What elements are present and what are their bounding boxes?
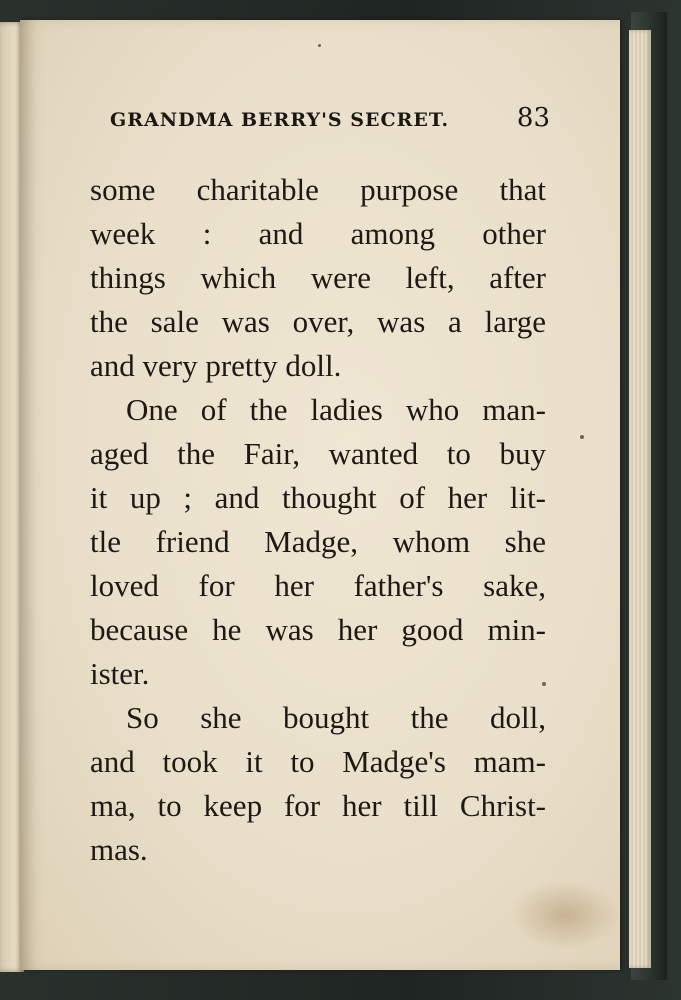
body-text: [90, 168, 546, 872]
paper-speck: [318, 44, 321, 47]
paper-speck: [580, 435, 584, 439]
text-line: mas.: [90, 832, 148, 867]
text-line: it up ; and thought of her lit-: [90, 480, 546, 515]
text-line: things which were left, after: [90, 260, 546, 295]
foxing-stain: [510, 880, 620, 950]
text-line: ister.: [90, 656, 150, 691]
running-head: [110, 103, 550, 139]
text-line: week : and among other: [90, 216, 546, 251]
text-line: One of the ladies who man-: [126, 392, 546, 427]
text-line: tle friend Madge, whom she: [90, 524, 546, 559]
text-line: some charitable purpose that: [90, 172, 546, 207]
text-line: because he was her good min-: [90, 612, 546, 647]
text-line: loved for her father's sake,: [90, 568, 546, 603]
running-head-title: GRANDMA BERRY'S SECRET.: [110, 109, 450, 131]
text-line: ma, to keep for her till Christ-: [90, 788, 546, 823]
page-stack-edge: [629, 30, 651, 968]
text-line: and very pretty doll.: [90, 348, 342, 383]
text-line: and took it to Madge's mam-: [90, 744, 546, 779]
text-line: the sale was over, was a large: [90, 304, 546, 339]
page-number: 83: [516, 103, 550, 133]
text-line: aged the Fair, wanted to buy: [90, 436, 546, 471]
text-line: So she bought the doll,: [126, 700, 546, 735]
